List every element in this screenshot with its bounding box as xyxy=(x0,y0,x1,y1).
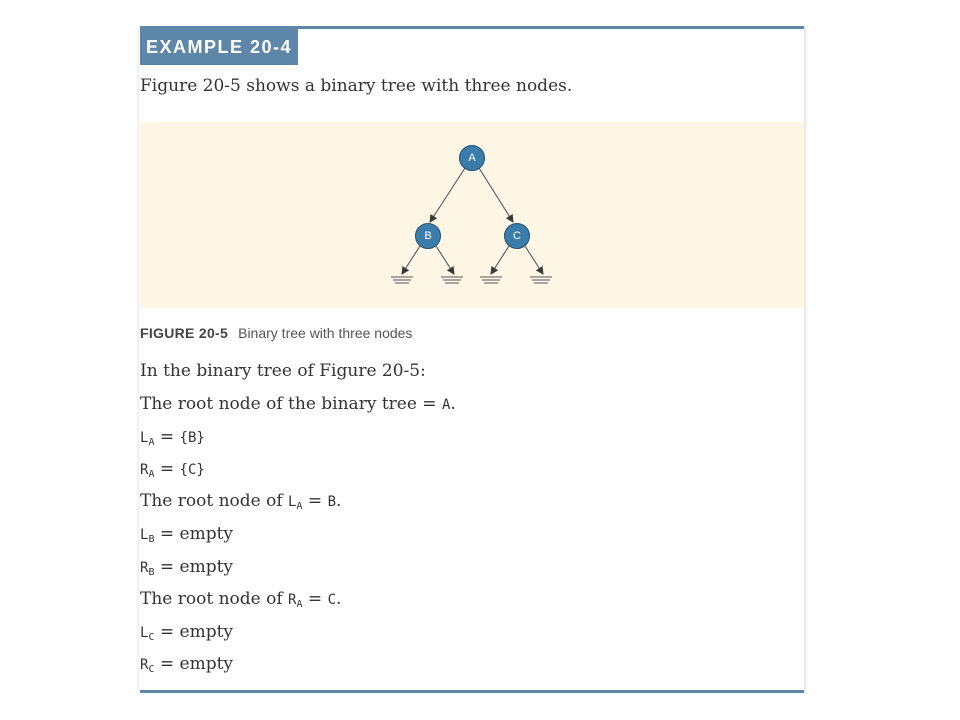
body-line-10-value: empty xyxy=(179,654,234,674)
edge-b-right-null xyxy=(436,246,454,274)
binary-tree-diagram xyxy=(140,122,804,308)
body-line-1: In the binary tree of Figure 20-5: xyxy=(140,361,426,381)
body-line-6-symbol xyxy=(140,527,154,543)
null-symbol-c-left xyxy=(480,277,502,283)
body-line-4-symbol xyxy=(140,462,154,478)
body-line-6-sym: L xyxy=(140,527,149,543)
body-line-8-end: . xyxy=(336,589,342,609)
page-shadow-left xyxy=(136,26,139,694)
body-line-7-value: empty xyxy=(179,557,234,577)
body-line-9-sub: C xyxy=(148,632,155,643)
body-line-5-value: B xyxy=(327,494,337,510)
example-label: EXAMPLE 20-4 xyxy=(140,29,298,65)
body-line-10-eq: = xyxy=(154,654,180,674)
body-line-10-symbol xyxy=(140,657,154,673)
body-line-5-sym: L xyxy=(288,494,297,510)
edge-c-right-null xyxy=(525,246,543,274)
body-line-7-symbol xyxy=(140,560,154,576)
body-line-8-symbol xyxy=(288,592,302,608)
body-line-5-end: . xyxy=(336,491,342,511)
body-line-8-eq: = xyxy=(302,589,328,609)
body-line-3-value: {B} xyxy=(179,430,205,446)
body-line-2-value: A xyxy=(441,397,451,413)
body-line-6-eq: = xyxy=(154,524,180,544)
body-line-7 xyxy=(140,557,233,578)
figure-caption-text: Binary tree with three nodes xyxy=(238,325,413,341)
figure-caption-number: FIGURE 20-5 xyxy=(140,325,229,341)
edge-root-right xyxy=(479,168,513,222)
tree-node-b-label: B xyxy=(424,230,432,242)
body-line-7-sym: R xyxy=(140,560,149,576)
body-line-3 xyxy=(140,427,205,448)
body-line-4 xyxy=(140,459,205,480)
null-symbol-b-right xyxy=(441,277,463,283)
body-line-2-end: . xyxy=(450,394,456,414)
body-line-4-eq: = xyxy=(154,459,180,479)
body-line-9-eq: = xyxy=(154,622,180,642)
body-line-8-sym: R xyxy=(288,592,297,608)
body-line-2-text: The root node of the binary tree = xyxy=(140,394,442,414)
tree-node-a-label: A xyxy=(468,152,476,164)
body-line-8-sub: A xyxy=(296,599,303,610)
body-line-10-sym: R xyxy=(140,657,149,673)
body-line-9-value: empty xyxy=(179,622,234,642)
edge-b-left-null xyxy=(402,246,420,274)
page-shadow-right xyxy=(804,26,808,694)
figure-caption xyxy=(140,325,412,341)
body-line-6-value: empty xyxy=(179,524,234,544)
body-line-5-symbol xyxy=(288,494,302,510)
body-line-5-sub: A xyxy=(296,501,303,512)
body-line-8 xyxy=(140,589,341,610)
intro-text: Figure 20-5 shows a binary tree with three nodes. xyxy=(140,76,573,96)
null-symbol-c-right xyxy=(530,277,552,283)
body-line-3-sub: A xyxy=(148,437,155,448)
body-line-3-symbol xyxy=(140,430,154,446)
body-line-6-sub: B xyxy=(148,534,155,545)
body-line-9 xyxy=(140,622,233,643)
body-line-3-sym: L xyxy=(140,430,149,446)
tree-node-c-label: C xyxy=(513,230,521,242)
body-line-4-value: {C} xyxy=(179,462,205,478)
body-line-5 xyxy=(140,491,341,512)
body-line-8-value: C xyxy=(327,592,337,608)
edge-c-left-null xyxy=(491,246,509,274)
body-line-5-text: The root node of xyxy=(140,491,289,511)
body-line-7-sub: B xyxy=(148,567,155,578)
body-line-5-eq: = xyxy=(302,491,328,511)
body-line-4-sym: R xyxy=(140,462,149,478)
body-line-7-eq: = xyxy=(154,557,180,577)
body-line-10 xyxy=(140,654,233,675)
body-line-9-symbol xyxy=(140,625,154,641)
bottom-rule xyxy=(140,690,804,693)
edge-root-left xyxy=(430,168,465,222)
body-line-8-text: The root node of xyxy=(140,589,289,609)
body-line-6 xyxy=(140,524,233,545)
body-line-2 xyxy=(140,394,456,414)
figure-panel xyxy=(140,122,804,308)
null-symbol-b-left xyxy=(391,277,413,283)
body-line-3-eq: = xyxy=(154,427,180,447)
body-line-4-sub: A xyxy=(148,469,155,480)
body-line-10-sub: C xyxy=(148,664,155,675)
body-line-9-sym: L xyxy=(140,625,149,641)
